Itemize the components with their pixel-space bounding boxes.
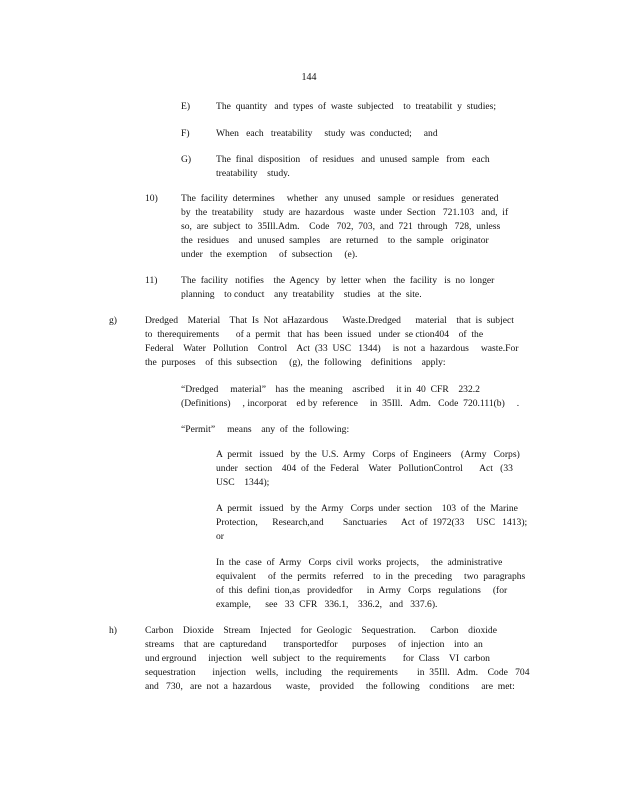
item-label-G: G)	[181, 154, 192, 165]
item-10-line-3: so, are subject to 35Ill.Adm. Code 702, 703, and 721 through 728, unless	[181, 221, 501, 232]
item-h-line-4: sequestration injection wells, including the requirements in 35Ill. Adm. Code 704	[145, 667, 530, 678]
item-11-line-1: The facility notifies the Agency by letter when the facility is no longer	[181, 275, 495, 286]
item-h-line-2: streams that are capturedand transportedfor purposes of injection into an	[145, 639, 483, 650]
permit-b-line-3: or	[216, 531, 224, 542]
item-11-line-2: planning to conduct any treatability studies at the site.	[181, 289, 422, 300]
item-G-line-2: treatability study.	[216, 168, 290, 179]
item-g-line-3: Federal Water Pollution Control Act (33 USC 1344) is not a hazardous waste.For	[145, 343, 519, 354]
permit-c-line-4: example, see 33 CFR 336.1, 336.2, and 337.6).	[216, 599, 438, 610]
item-G-line-1: The final disposition of residues and unused sample from each	[216, 154, 490, 165]
item-label-h: h)	[109, 625, 117, 636]
item-10-line-5: under the exemption of subsection (e).	[181, 249, 358, 260]
item-h-line-5: and 730, are not a hazardous waste, provided the following conditions are met:	[145, 681, 515, 692]
permit-a-line-3: USC 1344);	[216, 477, 270, 488]
item-g-line-4: the purposes of this subsection (g), the following definitions apply:	[145, 357, 446, 368]
item-h-line-3: und erground injection well subject to the requirements for Class VI carbon	[145, 653, 490, 664]
item-10-line-1: The facility determines whether any unused sample or residues generated	[181, 193, 499, 204]
item-label-10: 10)	[145, 193, 158, 204]
item-label-g: g)	[109, 315, 117, 326]
definition-dredged-line-1: “Dredged material” has the meaning ascribed it in 40 CFR 232.2	[181, 384, 480, 395]
permit-a-line-1: A permit issued by the U.S. Army Corps of Engineers (Army Corps)	[216, 449, 520, 460]
item-g-line-1: Dredged Material That Is Not aHazardous Waste.Dredged material that is subject	[145, 315, 514, 326]
item-label-E: E)	[181, 101, 191, 112]
permit-c-line-2: equivalent of the permits referred to in the preceding two paragraphs	[216, 571, 526, 582]
permit-b-line-1: A permit issued by the Army Corps under section 103 of the Marine	[216, 503, 518, 514]
item-h-line-1: Carbon Dioxide Stream Injected for Geologic Sequestration. Carbon dioxide	[145, 625, 497, 636]
item-label-F: F)	[181, 128, 190, 139]
definition-permit-line-1: “Permit” means any of the following:	[181, 424, 350, 435]
permit-a-line-2: under section 404 of the Federal Water PollutionControl Act (33	[216, 463, 513, 474]
definition-dredged-line-2: (Definitions) , incorporat ed by reference in 35Ill. Adm. Code 720.111(b) .	[181, 398, 520, 409]
permit-c-line-1: In the case of Army Corps civil works projects, the administrative	[216, 557, 503, 568]
item-10-line-4: the residues and unused samples are returned to the sample originator	[181, 235, 489, 246]
item-label-11: 11)	[145, 275, 158, 286]
item-F-line-1: When each treatability study was conducted; and	[216, 128, 438, 139]
item-E-line-1: The quantity and types of waste subjected to treatabilit y studies;	[216, 101, 497, 112]
item-10-line-2: by the treatability study are hazardous waste under Section 721.103 and, if	[181, 207, 509, 218]
page-number: 144	[301, 72, 317, 83]
permit-c-line-3: of this defini tion,as providedfor in Army Corps regulations (for	[216, 585, 508, 596]
item-g-line-2: to therequirements of a permit that has been issued under se ction404 of the	[145, 329, 484, 340]
permit-b-line-2: Protection, Research,and Sanctuaries Act of 1972(33 USC 1413);	[216, 517, 528, 528]
